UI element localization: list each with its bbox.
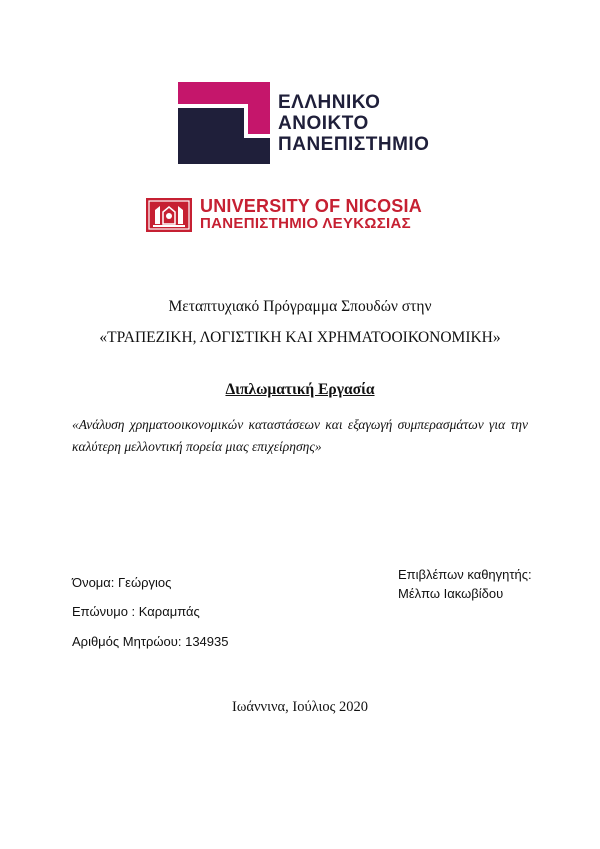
university-of-nicosia-logo <box>146 196 456 236</box>
university-crest-icon <box>146 198 192 232</box>
student-registration-number: Αριθμός Μητρώου: 134935 <box>72 634 229 649</box>
eap-line-3: ΠΑΝΕΠΙΣΤΗΜΙΟ <box>278 134 430 155</box>
thesis-title: «Ανάλυση χρηματοοικονομικών καταστάσεων και εξαγωγή συμπερασμάτων για την καλύτερη μελλοντική πορεία μιας επιχείρησης» <box>72 417 528 454</box>
student-surname: Επώνυμο : Καραμπάς <box>72 604 200 619</box>
program-title: «ΤΡΑΠΕΖΙΚΗ, ΛΟΓΙΣΤΙΚΗ ΚΑΙ ΧΡΗΜΑΤΟΟΙΚΟΝΟΜΙΚΗ» <box>99 329 501 346</box>
place-and-date: Ιωάννινα, Ιούλιος 2020 <box>231 699 368 715</box>
supervisor-label: Επιβλέπων καθηγητής: <box>398 567 532 582</box>
supervisor-name: Μέλπω Ιακωβίδου <box>398 586 504 601</box>
hellenic-open-university-mark-icon <box>178 82 270 164</box>
student-name: Όνομα: Γεώργιος <box>72 575 172 590</box>
eap-line-2: ΑΝΟΙΚΤΟ <box>278 113 369 134</box>
program-label: Μεταπτυχιακό Πρόγραμμα Σπουδών στην <box>168 298 432 315</box>
eap-line-1: ΕΛΛΗΝΙΚΟ <box>278 92 381 113</box>
hellenic-open-university-wordmark <box>278 92 429 155</box>
university-of-nicosia-english-name: UNIVERSITY OF NICOSIA <box>200 196 422 216</box>
thesis-type-heading: Διπλωματική Εργασία <box>225 381 375 398</box>
hellenic-open-university-logo <box>178 82 428 164</box>
university-of-nicosia-greek-name: ΠΑΝΕΠΙΣΤΗΜΙΟ ΛΕΥΚΩΣΙΑΣ <box>200 215 411 232</box>
